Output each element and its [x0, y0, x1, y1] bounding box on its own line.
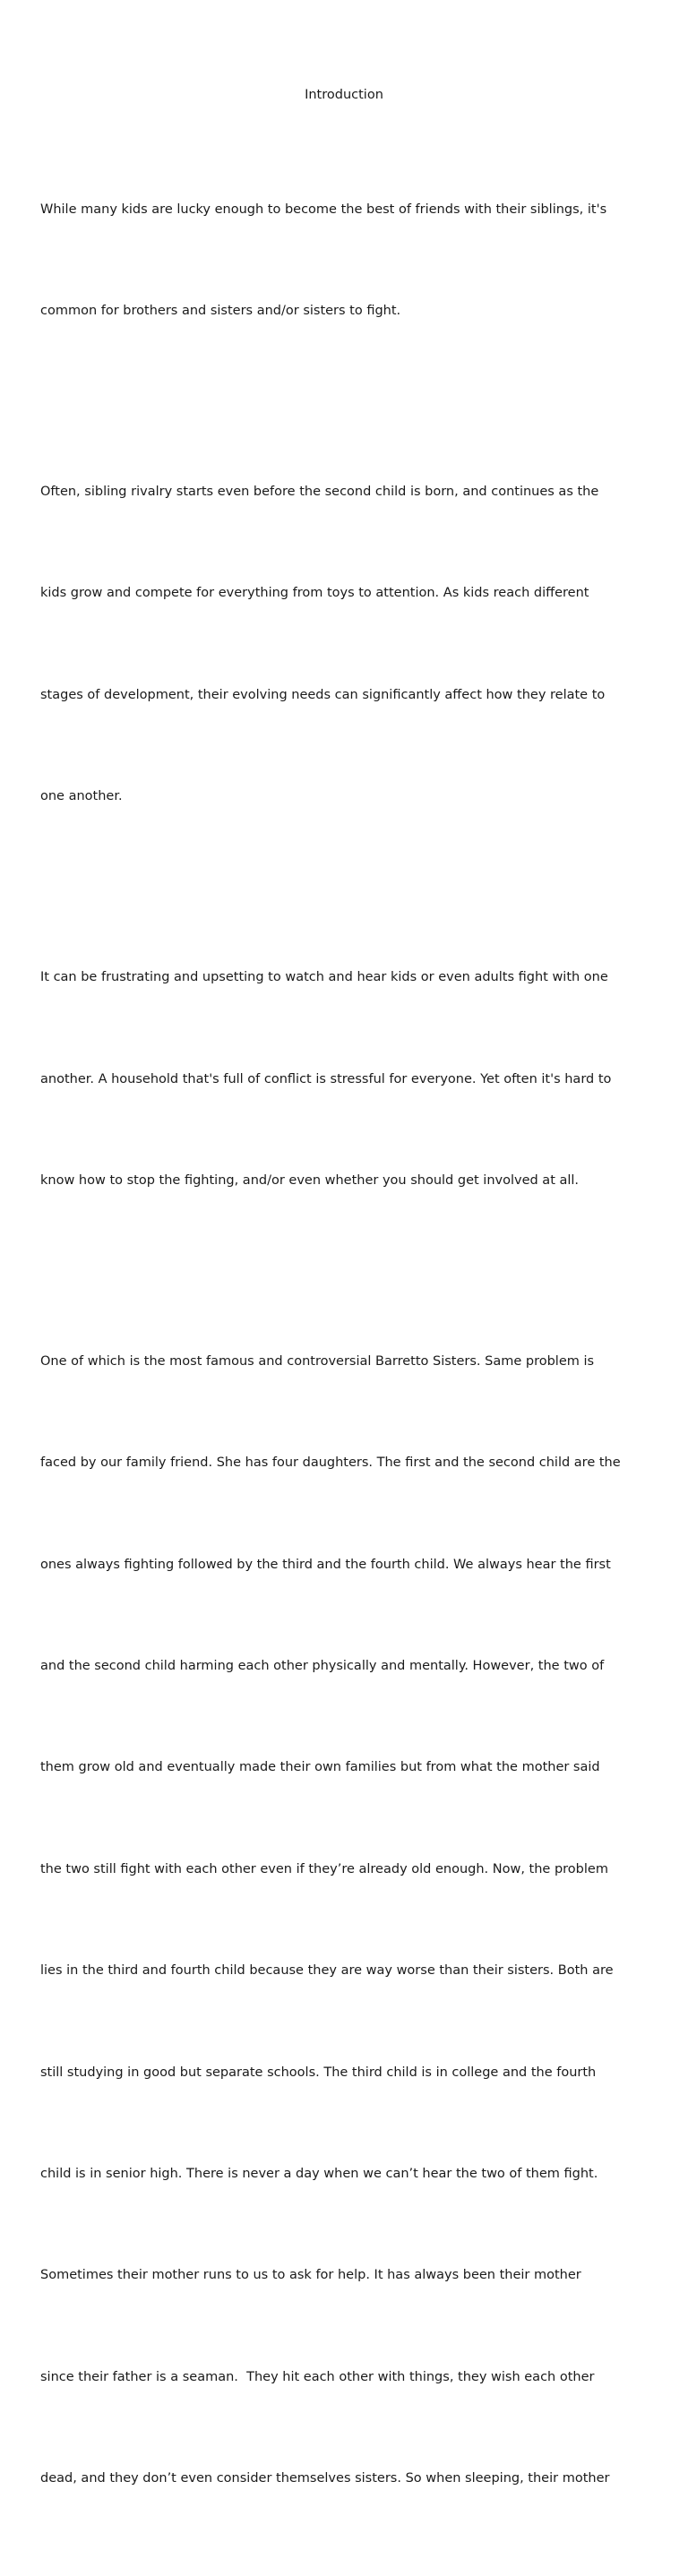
text-line: the two still fight with each other even if they’re already old enough. Now, the problem: [40, 1861, 608, 1876]
text-line: faced by our family friend. She has four daughters. The first and the second child are the: [40, 1455, 621, 1471]
text-line: still studying in good but separate schools. The third child is in college and the fourth: [40, 2065, 597, 2080]
text-line: dead, and they don’t even consider themselves sisters. So when sleeping, their mother: [40, 2471, 610, 2486]
text-line: one another.: [40, 789, 123, 804]
text-line: Often, sibling rivalry starts even before the second child is born, and continues as the: [40, 484, 599, 499]
text-line: While many kids are lucky enough to become the best of friends with their siblings, it's: [40, 202, 607, 217]
text-line: kids grow and compete for everything from toys to attention. As kids reach different: [40, 586, 589, 601]
paragraph-2: [40, 408, 658, 881]
document-body: [40, 125, 658, 2576]
text-line: lies in the third and fourth child because they are way worse than their sisters. Both are: [40, 1963, 614, 1979]
text-line: another. A household that's full of conflict is stressful for everyone. Yet often it's hard to: [40, 1071, 612, 1086]
text-line: ones always fighting followed by the third and the fourth child. We always hear the first: [40, 1557, 611, 1572]
text-line: know how to stop the fighting, and/or even whether you should get involved at all.: [40, 1172, 580, 1188]
text-line: common for brothers and sisters and/or sisters to fight.: [40, 303, 401, 318]
text-line: child is in senior high. There is never a day when we can’t hear the two of them fight.: [40, 2167, 598, 2182]
text-line: Sometimes their mother runs to us to ask for help. It has always been their mother: [40, 2268, 581, 2283]
text-line: stages of development, their evolving needs can significantly affect how they relate to: [40, 687, 606, 702]
text-line: them grow old and eventually made their own families but from what the mother said: [40, 1760, 600, 1775]
paragraph-1: [40, 125, 658, 396]
text-line: and the second child harming each other physically and mentally. However, the two of: [40, 1659, 605, 1674]
page-title: Introduction: [305, 88, 383, 102]
paragraph-4: [40, 1277, 658, 2563]
text-line: One of which is the most famous and controversial Barretto Sisters. Same problem is: [40, 1353, 595, 1369]
text-line: It can be frustrating and upsetting to watch and hear kids or even adults fight with one: [40, 970, 608, 985]
text-line: since their father is a seaman. They hit each other with things, they wish each other: [40, 2369, 595, 2384]
paragraph-3: [40, 894, 658, 1267]
